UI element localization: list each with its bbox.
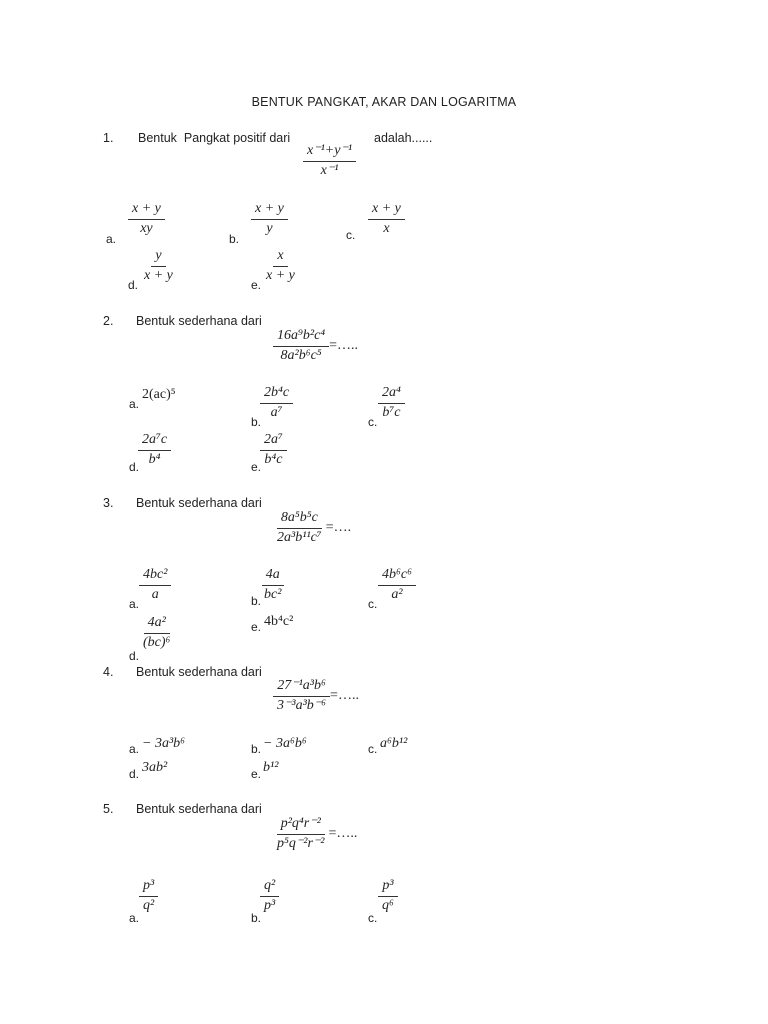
question-prompt: Bentuk sederhana dari [136, 314, 262, 328]
option-label: c. [368, 911, 378, 925]
question-expression [273, 329, 358, 363]
option-denominator: (bc)⁶ [143, 634, 171, 650]
option-denominator: xy [140, 220, 153, 236]
expression-tail: =…. [325, 520, 352, 536]
expression-denominator: 8a²b⁶c⁵ [280, 347, 322, 363]
option-numerator: 2a⁴ [378, 386, 405, 404]
question-expression [273, 511, 351, 545]
option-label: b. [229, 232, 240, 246]
page-title: BENTUK PANGKAT, AKAR DAN LOGARITMA [251, 95, 517, 109]
option-e-value[interactable]: b¹² [263, 760, 279, 775]
option-label: e. [251, 767, 262, 781]
option-numerator: 4bc² [139, 568, 171, 586]
option-label: c. [368, 597, 378, 611]
question-number: 4. [103, 665, 114, 679]
option-denominator: p³ [264, 897, 276, 913]
expression-tail: =….. [328, 826, 358, 842]
option-label: a. [106, 232, 117, 246]
option-label: b. [251, 415, 262, 429]
option-numerator: 4b⁶c⁶ [378, 568, 416, 586]
option-label: c. [368, 415, 378, 429]
option-label: b. [251, 594, 262, 608]
question-number: 1. [103, 131, 114, 145]
option-numerator: y [151, 249, 165, 267]
option-label: a. [129, 911, 140, 925]
option-denominator: a² [391, 586, 403, 602]
option-c-value[interactable] [378, 386, 405, 420]
question-expression [303, 144, 356, 178]
expression-denominator: 3⁻³a³b⁻⁶ [277, 697, 327, 713]
option-a-value[interactable] [128, 202, 165, 236]
option-label: b. [251, 742, 262, 756]
option-a-value[interactable] [139, 879, 158, 913]
option-denominator: x [383, 220, 390, 236]
option-label: a. [129, 742, 140, 756]
option-denominator: b⁴c [264, 451, 283, 467]
option-denominator: a⁷ [270, 404, 283, 420]
option-label: e. [251, 620, 262, 634]
option-numerator: 2a⁷c [138, 433, 171, 451]
expression-numerator: 8a⁵b⁵c [277, 511, 322, 529]
expression-denominator: x⁻¹ [320, 162, 339, 178]
expression-numerator: 16a⁹b²c⁴ [273, 329, 329, 347]
question-number: 2. [103, 314, 114, 328]
option-numerator: p³ [139, 879, 158, 897]
question-number: 3. [103, 496, 114, 510]
option-numerator: x + y [368, 202, 405, 220]
option-denominator: y [266, 220, 273, 236]
option-denominator: q² [143, 897, 155, 913]
option-numerator: 2b⁴c [260, 386, 293, 404]
option-c-value[interactable]: a⁶b¹² [380, 736, 408, 751]
expression-tail: =….. [330, 688, 359, 704]
expression-denominator: 2a³b¹¹c⁷ [277, 529, 322, 545]
option-e-value[interactable] [262, 249, 299, 283]
question-prompt: Bentuk sederhana dari [136, 496, 262, 510]
option-c-value[interactable] [378, 879, 398, 913]
option-d-value[interactable]: 3ab² [142, 760, 168, 775]
question-expression [273, 817, 357, 851]
option-c-value[interactable] [378, 568, 416, 602]
option-a-value[interactable] [139, 568, 171, 602]
option-a-value[interactable]: 2(ac)⁵ [142, 387, 176, 402]
option-numerator: q² [260, 879, 279, 897]
option-e-value[interactable] [260, 433, 287, 467]
option-d-value[interactable] [140, 249, 177, 283]
option-d-value[interactable] [139, 616, 174, 650]
option-denominator: b⁴ [148, 451, 161, 467]
option-b-value[interactable] [260, 568, 285, 602]
option-label: d. [129, 767, 140, 781]
option-denominator: a [151, 586, 159, 602]
option-numerator: x [273, 249, 287, 267]
option-label: d. [128, 278, 139, 292]
expression-numerator: 27⁻¹a³b⁶ [273, 679, 330, 697]
option-b-value[interactable]: − 3a⁶b⁶ [263, 736, 307, 751]
option-denominator: x + y [266, 267, 295, 283]
option-label: a. [129, 397, 140, 411]
option-label: a. [129, 597, 140, 611]
option-label: e. [251, 278, 262, 292]
option-b-value[interactable] [251, 202, 288, 236]
question-suffix: adalah...... [374, 131, 433, 145]
option-denominator: q⁶ [382, 897, 394, 913]
question-prompt: Bentuk sederhana dari [136, 802, 262, 816]
option-numerator: x + y [128, 202, 165, 220]
expression-tail: =….. [329, 338, 359, 354]
question-number: 5. [103, 802, 114, 816]
expression-numerator: x⁻¹+y⁻¹ [303, 144, 356, 162]
expression-numerator: p²q⁴r⁻² [277, 817, 325, 835]
option-label: c. [346, 228, 356, 242]
option-label: e. [251, 460, 262, 474]
option-denominator: x + y [144, 267, 173, 283]
option-numerator: 2a⁷ [260, 433, 287, 451]
option-denominator: b⁷c [382, 404, 401, 420]
option-d-value[interactable] [138, 433, 171, 467]
option-c-value[interactable] [368, 202, 405, 236]
option-a-value[interactable]: − 3a³b⁶ [142, 736, 186, 751]
option-numerator: 4a² [144, 616, 170, 634]
expression-denominator: p⁵q⁻²r⁻² [277, 835, 325, 851]
option-b-value[interactable] [260, 386, 293, 420]
question-prompt: Bentuk Pangkat positif dari [138, 131, 291, 145]
option-denominator: bc² [264, 586, 282, 602]
option-numerator: 4a [262, 568, 284, 586]
option-label: c. [368, 742, 378, 756]
option-numerator: x + y [251, 202, 288, 220]
question-expression [273, 679, 359, 713]
question-prompt: Bentuk sederhana dari [136, 665, 262, 679]
option-label: d. [129, 649, 140, 663]
option-numerator: p³ [378, 879, 397, 897]
option-b-value[interactable] [260, 879, 279, 913]
option-label: b. [251, 911, 262, 925]
option-e-value[interactable]: 4b⁴c² [264, 614, 294, 629]
option-label: d. [129, 460, 140, 474]
